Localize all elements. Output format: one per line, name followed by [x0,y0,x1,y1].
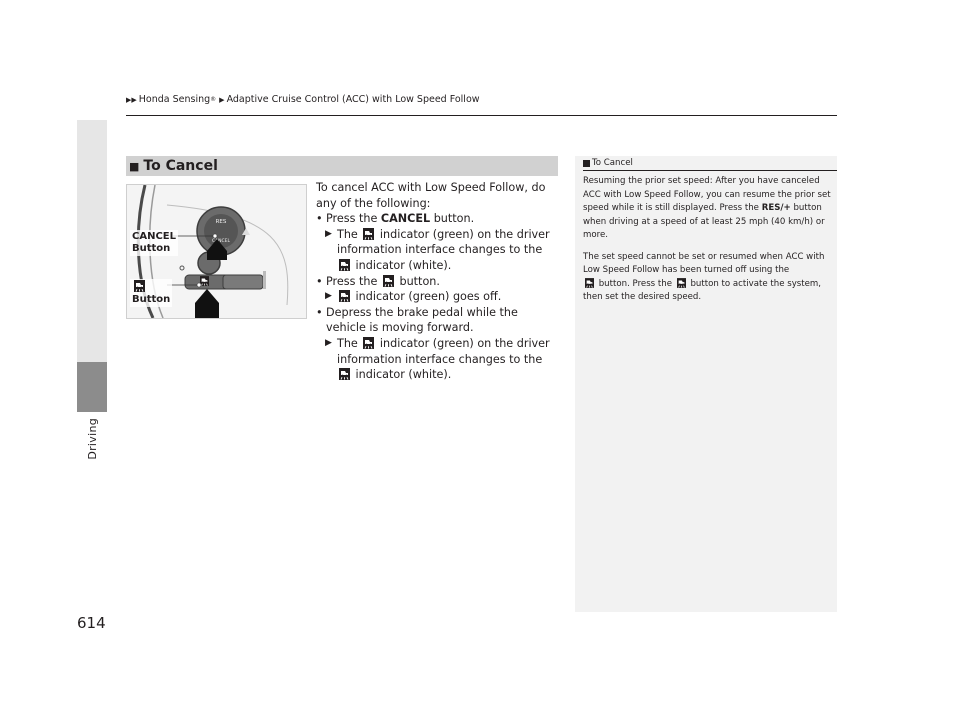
triangle-right-icon: ▶▶ [126,95,137,104]
header-rule [126,115,837,116]
list-item: • Press the CANCEL button. [316,211,558,227]
breadcrumb [126,94,480,105]
note-paragraph: The set speed cannot be set or resumed when ACC with Low Speed Follow has been turned off using the button. Press the button to activate the system, then set the desired speed. [583,251,825,302]
section-title: To Cancel [143,158,218,174]
page-number: 614 [77,614,106,632]
square-bullet-icon: ■ [129,159,140,173]
triangle-right-icon: ▶ [325,228,332,239]
low-speed-follow-icon [383,275,394,287]
list-item: • Depress the brake pedal while the vehicle is moving forward. [316,305,558,336]
res-text: RES [215,219,227,225]
section-heading [126,156,558,176]
sidebar-label: Driving [86,418,99,460]
triangle-right-icon: ▶ [325,291,332,302]
low-speed-follow-icon [339,368,350,380]
low-speed-follow-icon [363,337,374,349]
steering-wheel-figure [126,184,307,319]
note-heading: To Cancel [583,158,633,168]
triangle-right-icon: ▶ [325,337,332,348]
list-subitem: ▶ The indicator (green) on the driver information interface changes to the indicator (white). [325,227,550,272]
list-item: • Press the button. [316,274,558,290]
sidebar-tab-driving[interactable] [77,362,107,412]
low-speed-follow-icon [339,259,350,271]
low-speed-follow-icon [339,290,350,302]
triangle-right-icon: ▶ [219,95,225,104]
note-text [583,175,831,313]
sidebar-strip [77,120,107,362]
reference-square-icon [583,160,590,167]
low-speed-follow-icon [134,280,145,292]
cancel-button-callout: CANCEL Button [132,231,176,254]
low-speed-follow-icon [585,278,594,288]
cancel-text: CANCEL [211,239,231,244]
intro-text: To cancel ACC with Low Speed Follow, do any of the following: [316,181,546,210]
breadcrumb-level2[interactable]: Adaptive Cruise Control (ACC) with Low Speed Follow [226,94,480,105]
list-subitem: ▶ The indicator (green) on the driver information interface changes to the indicator (white). [325,336,550,382]
low-speed-follow-icon [363,228,374,240]
lsf-button-callout: Button [130,279,172,307]
registered-mark: ® [210,96,217,103]
list-subitem: ▶ indicator (green) goes off. [325,290,502,304]
body-text [316,180,558,383]
note-paragraph: Resuming the prior set speed: After you have canceled ACC with Low Speed Follow, you can resume the prior set speed while it is still displayed. Press the RES/+ button when driving at a speed of at least 25 mph (40 km/h) or more. [583,176,831,240]
note-rule [583,170,837,171]
low-speed-follow-icon [677,278,686,288]
breadcrumb-level1[interactable]: Honda Sensing [138,94,211,105]
